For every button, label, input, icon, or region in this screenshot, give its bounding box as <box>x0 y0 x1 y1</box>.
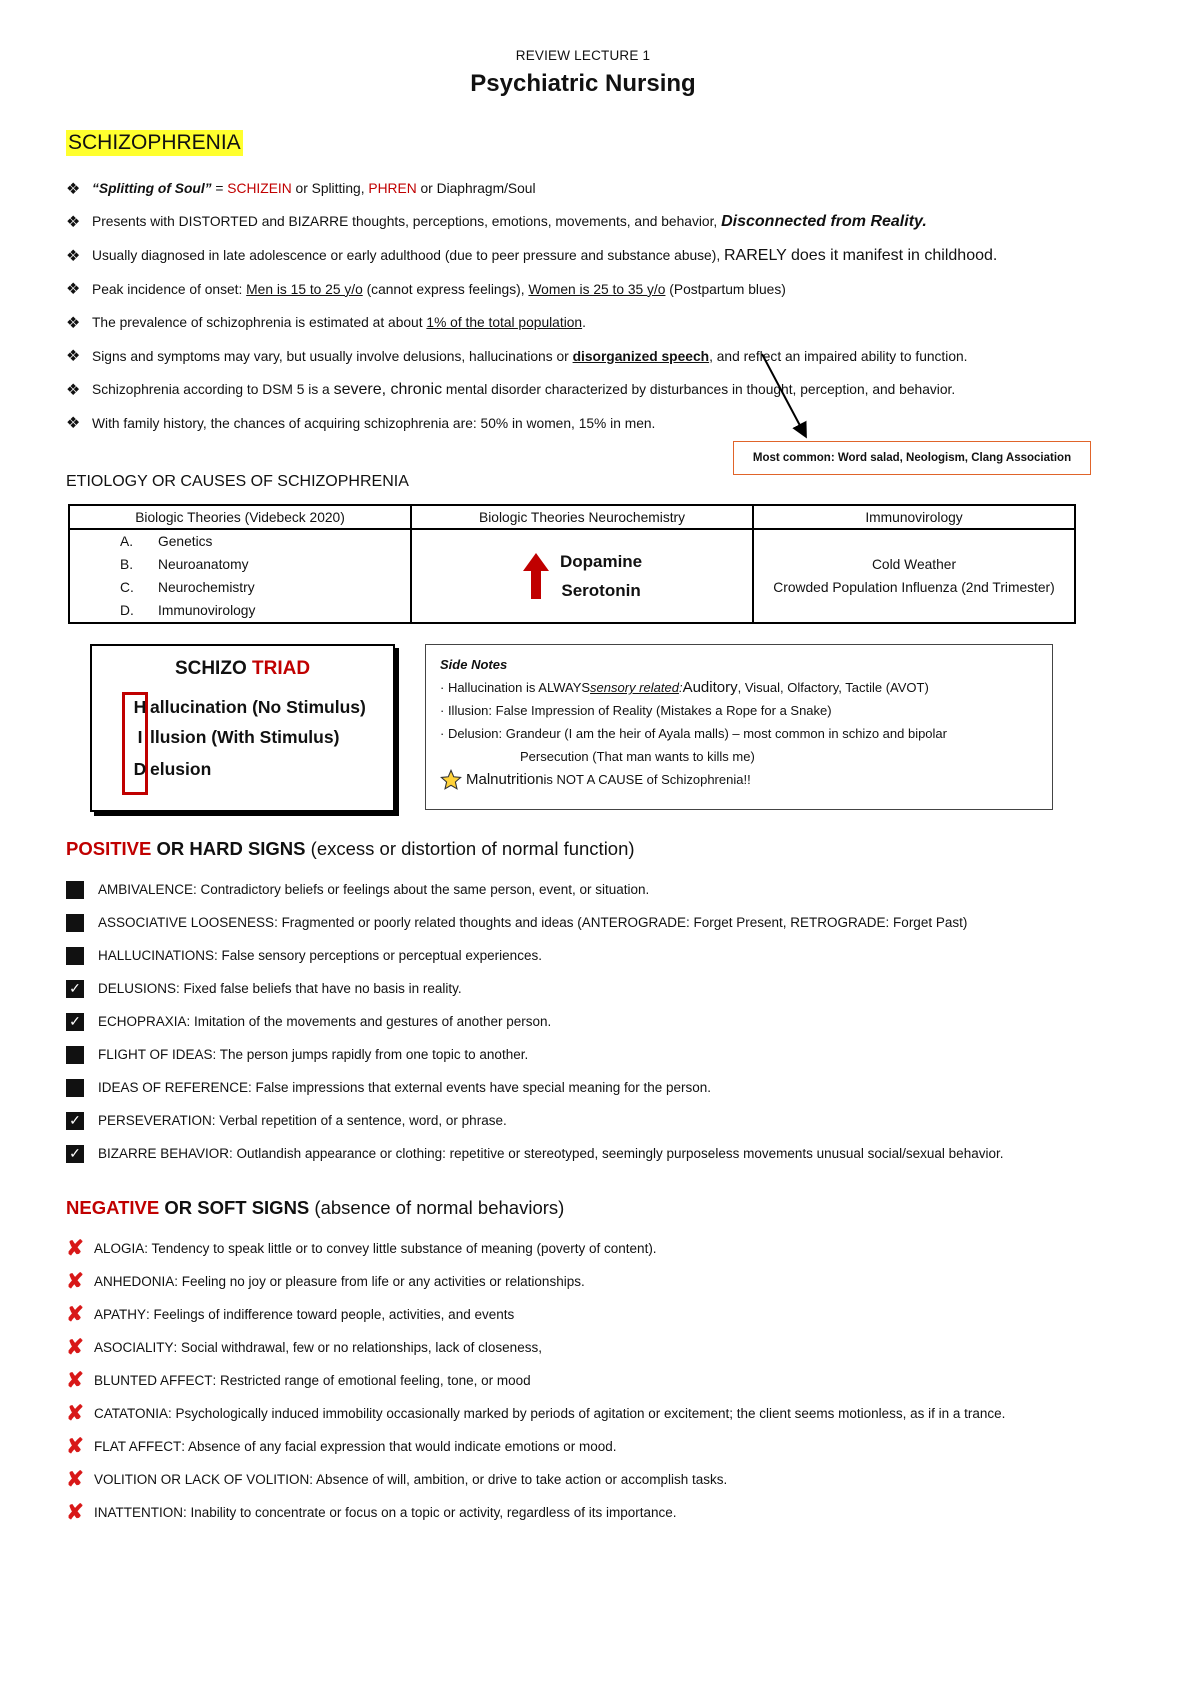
star-icon <box>440 769 462 791</box>
bullet-text: Peak incidence of onset: Men is 15 to 25 y/o (cannot express feelings), Women is 25 to 35 y/o (Postpartum blues) <box>92 281 786 297</box>
negative-signs-list <box>66 1232 1146 1529</box>
side-note: · Illusion: False Impression of Reality (Mistakes a Rope for a Snake) <box>440 703 832 718</box>
sign-description: : Verbal repetition of a sentence, word, or phrase. <box>211 1113 507 1128</box>
negative-sign-item <box>66 1364 1146 1397</box>
positive-sign-item <box>66 972 1146 1005</box>
positive-sign-item <box>66 939 1146 972</box>
negative-sign-item <box>66 1397 1146 1430</box>
bullet-text: Presents with DISTORTED and BIZARRE thoughts, perceptions, emotions, movements, and behavior, Disconnected from Reality. <box>92 213 927 231</box>
sign-term: ASSOCIATIVE LOOSENESS <box>98 915 275 930</box>
bullet-text: Signs and symptoms may vary, but usually involve delusions, hallucinations or disorganized speech, and reflect an impaired ability to function. <box>92 348 968 364</box>
callout-arrow <box>650 340 830 450</box>
sign-description: : Tendency to speak little or to convey little substance of meaning (poverty of content). <box>144 1241 657 1256</box>
sign-description: : Feelings of indifference toward people, activities, and events <box>146 1307 515 1322</box>
schizophrenia-heading: SCHIZOPHRENIA <box>68 131 241 154</box>
theories-cell <box>69 529 411 623</box>
neurotransmitter: Serotonin <box>561 581 641 600</box>
sign-description: : False impressions that external events have special meaning for the person. <box>248 1080 712 1095</box>
sign-description: : Absence of any facial expression that would indicate emotions or mood. <box>181 1439 617 1454</box>
immuno-item: Crowded Population Influenza (2nd Trimester) <box>773 580 1055 595</box>
column-header: Biologic Theories Neurochemistry <box>411 505 753 529</box>
diamond-bullet-icon: ❖ <box>66 180 81 198</box>
cross-icon: ✘ <box>66 1435 84 1458</box>
diamond-bullet-icon: ❖ <box>66 247 81 265</box>
side-note: Malnutrition is NOT A CAUSE of Schizophrenia!! <box>440 768 1038 791</box>
immuno-item: Cold Weather <box>871 557 957 572</box>
list-item: B. Neuroanatomy <box>120 557 249 572</box>
sign-term: INATTENTION <box>94 1505 183 1520</box>
bullet-item <box>66 340 1126 374</box>
sign-term: DELUSIONS <box>98 981 177 996</box>
schizo-triad-box <box>90 644 395 812</box>
cross-icon: ✘ <box>66 1402 84 1425</box>
checkbox-icon: ✓ <box>66 1145 84 1163</box>
bullet-text: With family history, the chances of acquiring schizophrenia are: 50% in women, 15% in men. <box>92 415 656 431</box>
negative-signs-heading: NEGATIVE OR SOFT SIGNS (absence of normal behaviors) <box>66 1197 565 1218</box>
positive-signs-heading: POSITIVE OR HARD SIGNS (excess or distortion of normal function) <box>66 838 635 859</box>
bullet-item <box>66 172 1126 206</box>
sign-description: : False sensory perceptions or perceptual experiences. <box>214 948 542 963</box>
positive-sign-item <box>66 1071 1146 1104</box>
positive-sign-item <box>66 906 1146 939</box>
sign-description: : Outlandish appearance or clothing: repetitive or stereotyped, seemingly purposeless movements unusual social/sexual behavior. <box>229 1146 1004 1161</box>
positive-signs-list <box>66 873 1146 1170</box>
square-bullet-icon <box>66 947 84 965</box>
negative-sign-item <box>66 1298 1146 1331</box>
checkbox-icon: ✓ <box>66 1013 84 1031</box>
arrow-up-icon <box>522 551 550 601</box>
triad-row: D elusion <box>133 759 212 779</box>
table-row <box>69 529 1075 623</box>
list-item: C. Neurochemistry <box>120 580 255 595</box>
sign-description: : Psychologically induced immobility occasionally marked by periods of agitation or excitement; the client seems motionless, as if in a trance. <box>168 1406 1006 1421</box>
side-notes-heading: Side Notes <box>440 657 508 672</box>
negative-sign-item <box>66 1496 1146 1529</box>
triad-row: I llusion (With Stimulus) <box>137 727 340 747</box>
side-note: · Hallucination is ALWAYS sensory related : Auditory , Visual, Olfactory, Tactile (AVOT) <box>440 679 929 696</box>
bullet-text: The prevalence of schizophrenia is estimated at about 1% of the total population. <box>92 315 586 331</box>
positive-sign-item <box>66 1005 1146 1038</box>
triad-row: H allucination (No Stimulus) <box>133 697 366 717</box>
neurotransmitter: Dopamine <box>559 552 643 571</box>
positive-sign-item <box>66 1137 1146 1170</box>
diamond-bullet-icon: ❖ <box>66 281 81 299</box>
sign-description: : Social withdrawal, few or no relationships, lack of closeness, <box>173 1340 542 1355</box>
sign-description: : Restricted range of emotional feeling, tone, or mood <box>212 1373 531 1388</box>
sign-term: AMBIVALENCE <box>98 882 194 897</box>
sign-term: ANHEDONIA <box>94 1274 175 1289</box>
sign-description: : Contradictory beliefs or feelings about the same person, event, or situation. <box>193 882 650 897</box>
negative-sign-item <box>66 1463 1146 1496</box>
speech-callout-box: Most common: Word salad, Neologism, Clang Association <box>733 441 1091 475</box>
sign-term: ECHOPRAXIA <box>98 1014 187 1029</box>
diamond-bullet-icon: ❖ <box>66 214 81 232</box>
sign-description: : Inability to concentrate or focus on a topic or activity, regardless of its importance. <box>183 1505 677 1520</box>
sign-term: FLIGHT OF IDEAS <box>98 1047 213 1062</box>
bullet-item <box>66 373 1126 407</box>
side-notes-box <box>425 644 1053 810</box>
sign-description: : Imitation of the movements and gestures of another person. <box>186 1014 552 1029</box>
side-note: Persecution (That man wants to kills me) <box>520 749 755 764</box>
negative-sign-item <box>66 1331 1146 1364</box>
triad-title: SCHIZO TRIAD <box>174 658 311 679</box>
sign-term: APATHY <box>94 1307 147 1322</box>
negative-sign-item <box>66 1430 1146 1463</box>
cross-icon: ✘ <box>66 1303 84 1326</box>
neuro-cell <box>411 529 753 623</box>
column-header: Immunovirology <box>753 505 1075 529</box>
column-header: Biologic Theories (Videbeck 2020) <box>69 505 411 529</box>
bullet-item <box>66 239 1126 273</box>
sign-term: FLAT AFFECT <box>94 1439 182 1454</box>
side-note: · Delusion: Grandeur (I am the heir of Ayala malls) – most common in schizo and bipolar <box>440 726 947 741</box>
square-bullet-icon <box>66 1046 84 1064</box>
sign-term: BLUNTED AFFECT <box>94 1373 213 1388</box>
sign-description: : Absence of will, ambition, or drive to take action or accomplish tasks. <box>309 1472 728 1487</box>
cross-icon: ✘ <box>66 1237 84 1260</box>
positive-sign-item <box>66 1104 1146 1137</box>
sign-term: CATATONIA <box>94 1406 169 1421</box>
cross-icon: ✘ <box>66 1270 84 1293</box>
table-header-row <box>69 505 1075 529</box>
etiology-heading: ETIOLOGY OR CAUSES OF SCHIZOPHRENIA <box>66 473 409 490</box>
sign-term: BIZARRE BEHAVIOR <box>98 1146 230 1161</box>
negative-sign-item <box>66 1232 1146 1265</box>
immuno-cell <box>753 529 1075 623</box>
etiology-table <box>68 504 1076 624</box>
bullet-item <box>66 273 1126 307</box>
sign-term: ALOGIA <box>94 1241 145 1256</box>
bullet-text: Usually diagnosed in late adolescence or early adulthood (due to peer pressure and substance abuse), RARELY does it manifest in childhood. <box>92 246 998 264</box>
diamond-bullet-icon: ❖ <box>66 314 81 332</box>
checkbox-icon: ✓ <box>66 980 84 998</box>
cross-icon: ✘ <box>66 1369 84 1392</box>
bullet-text: Schizophrenia according to DSM 5 is a severe, chronic mental disorder characterized by disturbances in thought, perception, and behavior. <box>92 380 956 398</box>
bullet-item <box>66 206 1126 240</box>
square-bullet-icon <box>66 914 84 932</box>
diamond-bullet-icon: ❖ <box>66 415 81 433</box>
list-item: D. Immunovirology <box>120 603 256 618</box>
negative-sign-item <box>66 1265 1146 1298</box>
page-title: Psychiatric Nursing <box>470 70 696 97</box>
cross-icon: ✘ <box>66 1501 84 1524</box>
bullet-text: “Splitting of Soul” = SCHIZEIN or Splitting, PHREN or Diaphragm/Soul <box>92 181 536 197</box>
square-bullet-icon <box>66 1079 84 1097</box>
sign-description: : The person jumps rapidly from one topic to another. <box>212 1047 529 1062</box>
lecture-label: REVIEW LECTURE 1 <box>515 48 651 63</box>
diamond-bullet-icon: ❖ <box>66 381 81 399</box>
sign-term: HALLUCINATIONS <box>98 948 215 963</box>
schizophrenia-bullets <box>66 172 1126 440</box>
square-bullet-icon <box>66 881 84 899</box>
sign-term: IDEAS OF REFERENCE <box>98 1080 249 1095</box>
sign-term: VOLITION OR LACK OF VOLITION <box>94 1472 310 1487</box>
sign-description: : Fixed false beliefs that have no basis in reality. <box>176 981 462 996</box>
cross-icon: ✘ <box>66 1468 84 1491</box>
sign-description: : Fragmented or poorly related thoughts and ideas (ANTEROGRADE: Forget Present, RETROGRADE: Forget Past) <box>274 915 968 930</box>
diamond-bullet-icon: ❖ <box>66 348 81 366</box>
sign-term: ASOCIALITY <box>94 1340 174 1355</box>
sign-term: PERSEVERATION <box>98 1113 212 1128</box>
positive-sign-item <box>66 873 1146 906</box>
positive-sign-item <box>66 1038 1146 1071</box>
checkbox-icon: ✓ <box>66 1112 84 1130</box>
sign-description: : Feeling no joy or pleasure from life or any activities or relationships. <box>174 1274 585 1289</box>
bullet-item <box>66 306 1126 340</box>
cross-icon: ✘ <box>66 1336 84 1359</box>
list-item: A. Genetics <box>120 534 213 549</box>
bullet-item <box>66 407 1126 441</box>
